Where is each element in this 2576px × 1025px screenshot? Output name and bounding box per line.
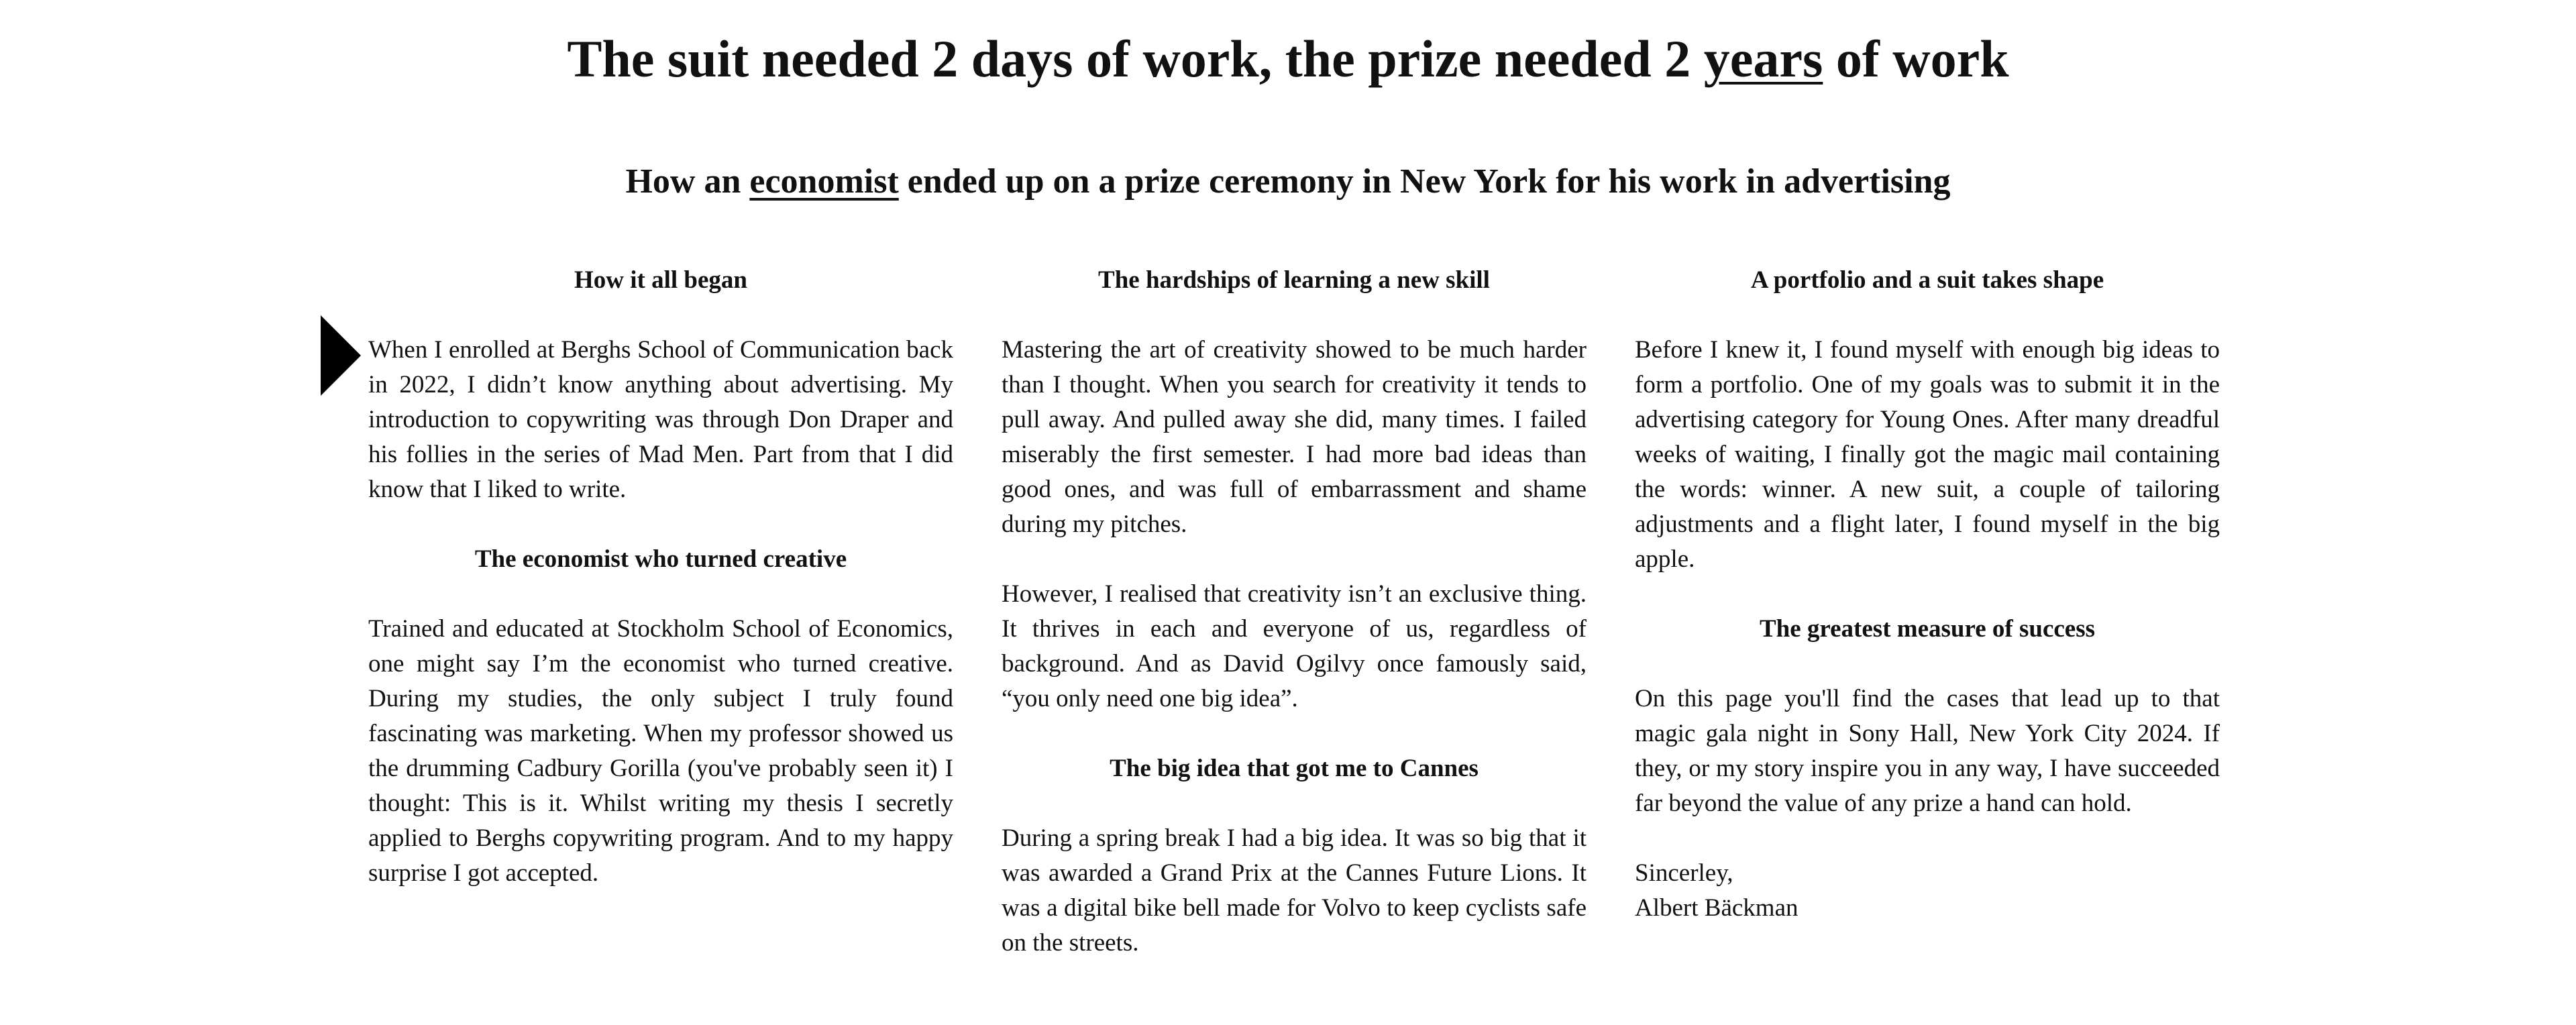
subtitle-emphasis: economist	[749, 162, 899, 201]
heading-hardships: The hardships of learning a new skill	[1098, 266, 1490, 294]
column-right	[1635, 263, 2220, 926]
paragraph-hardships-2: However, I realised that creativity isn’t an exclusive thing. It thrives in each and everyone of us, regardless of background. And as David Ogilvy once famously said, “you only need one big idea”.	[1002, 580, 1587, 712]
title-text-end: of work	[1823, 30, 2009, 88]
signature-name: Albert Bäckman	[1635, 894, 1799, 922]
heading-greatest-measure: The greatest measure of success	[1759, 615, 2096, 643]
heading-economist-turned-creative: The economist who turned creative	[474, 545, 847, 573]
column-left	[368, 263, 953, 926]
title-text-start: The suit needed 2 days of work, the prize needed 2	[567, 30, 1704, 88]
paragraph-portfolio-suit: Before I knew it, I found myself with enough big ideas to form a portfolio. One of my goals was to submit it in the advertising category for Young Ones. After many dreadful weeks of waiting, I finally got the magic mail containing the words: winner. A new suit, a couple of tailoring adjustments and a flight later, I found myself in the big apple.	[1635, 336, 2220, 573]
paragraph-how-it-all-began: When I enrolled at Berghs School of Communication back in 2022, I didn’t know anything about advertising. My introduction to copywriting was through Don Draper and his follies in the series of Mad Men. Part from that I did know that I liked to write.	[368, 336, 953, 503]
page-subtitle	[0, 158, 2576, 205]
page-title	[0, 25, 2576, 93]
paragraph-hardships-1: Mastering the art of creativity showed to be much harder than I thought. When you search for creativity it tends to pull away. And pulled away she did, many times. I failed miserably the first semester. I had more bad ideas than good ones, and was full of embarrassment and shame during my pitches.	[1002, 336, 1587, 538]
paragraph-big-idea-cannes: During a spring break I had a big idea. It was so big that it was awarded a Grand Prix at the Cannes Future Lions. It was a digital bike bell made for Volvo to keep cyclists safe on the streets.	[1002, 824, 1587, 957]
subtitle-text-start: How an	[625, 162, 750, 201]
paragraph-economist-turned-creative: Trained and educated at Stockholm School of Economics, one might say I’m the economist who turned creative. During my studies, the only subject I truly found fascinating was marketing. When my professor showed us the drumming Cadbury Gorilla (you've probably seen it) I thought: This is it. Whilst writing my thesis I secretly applied to Berghs copywriting program. And to my happy surprise I got accepted.	[368, 615, 953, 887]
heading-portfolio-suit: A portfolio and a suit takes shape	[1750, 266, 2104, 294]
paragraph-greatest-measure: On this page you'll find the cases that lead up to that magic gala night in Sony Hall, New York City 2024. If they, or my story inspire you in any way, I have succeeded far beyond the value of any prize a hand can hold.	[1635, 685, 2220, 817]
subtitle-text-end: ended up on a prize ceremony in New York for his work in advertising	[898, 162, 1951, 201]
heading-how-it-all-began: How it all began	[574, 266, 747, 294]
signoff: Sincerley,	[1635, 859, 1733, 887]
play-triangle-icon	[321, 315, 361, 396]
heading-big-idea-cannes: The big idea that got me to Cannes	[1110, 755, 1479, 782]
title-emphasis: years	[1703, 30, 1823, 88]
column-middle	[1002, 263, 1587, 995]
